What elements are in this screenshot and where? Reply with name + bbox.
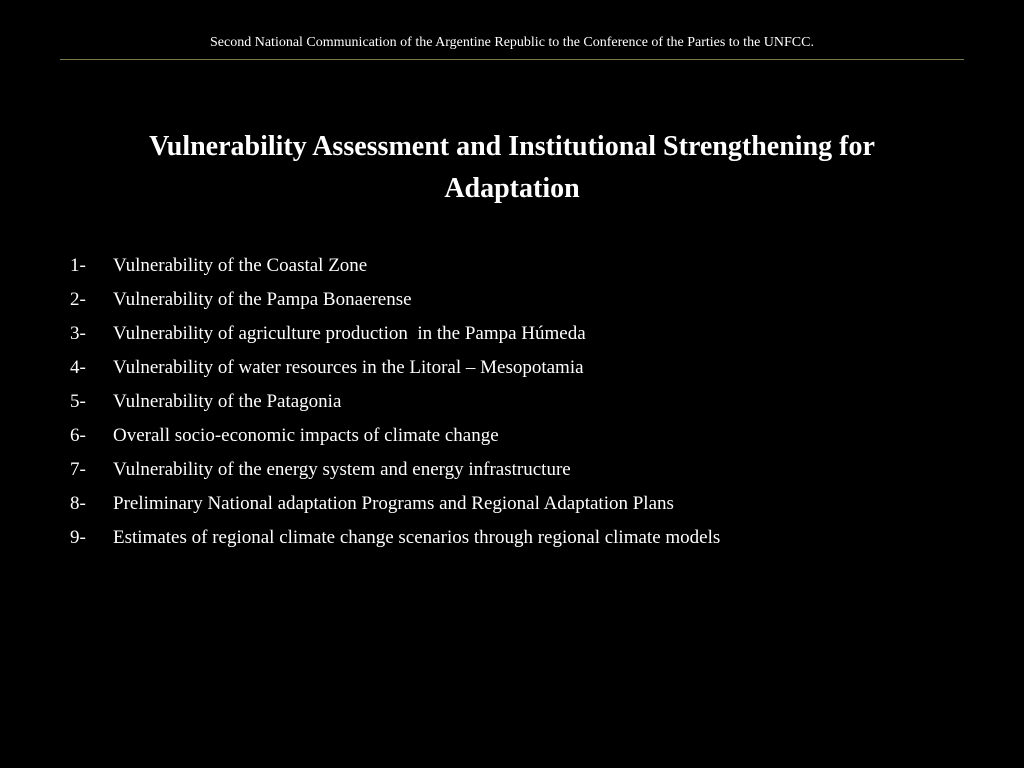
slide-title-line-2: Adaptation xyxy=(444,173,580,204)
list-item xyxy=(70,456,970,490)
list-item xyxy=(70,524,970,558)
slide-header: Second National Communication of the Argentine Republic to the Conference of the Parties to the UNFCC. xyxy=(210,35,814,50)
list-item xyxy=(70,286,970,320)
numbered-list xyxy=(70,252,970,558)
list-item-text: Vulnerability of the Coastal Zone xyxy=(113,255,368,276)
list-item-number: 5- xyxy=(70,391,86,412)
list-item-number: 8- xyxy=(70,493,86,514)
list-item-text: Overall socio-economic impacts of climate change xyxy=(113,425,499,446)
slide-title-line-1: Vulnerability Assessment and Institutional Strengthening for xyxy=(149,131,875,162)
list-item-number: 4- xyxy=(70,357,86,378)
list-item xyxy=(70,388,970,422)
list-item-number: 3- xyxy=(70,323,86,344)
list-item xyxy=(70,422,970,456)
list-item-number: 7- xyxy=(70,459,86,480)
list-item xyxy=(70,252,970,286)
list-item xyxy=(70,354,970,388)
list-item-text: Vulnerability of agriculture production in the Pampa Húmeda xyxy=(113,323,586,344)
list-item-text: Preliminary National adaptation Programs and Regional Adaptation Plans xyxy=(113,493,674,514)
list-item-text: Vulnerability of the Patagonia xyxy=(113,391,342,412)
list-item-number: 6- xyxy=(70,425,86,446)
list-item-text: Vulnerability of the Pampa Bonaerense xyxy=(113,289,412,310)
slide-title xyxy=(40,126,984,210)
list-item-number: 1- xyxy=(70,255,86,276)
list-item-text: Vulnerability of the energy system and energy infrastructure xyxy=(113,459,571,480)
list-item xyxy=(70,320,970,354)
list-item-number: 2- xyxy=(70,289,86,310)
list-item xyxy=(70,490,970,524)
list-item-number: 9- xyxy=(70,527,86,548)
list-item-text: Vulnerability of water resources in the Litoral – Mesopotamia xyxy=(113,357,584,378)
list-item-text: Estimates of regional climate change scenarios through regional climate models xyxy=(113,527,721,548)
header-divider xyxy=(60,59,964,60)
